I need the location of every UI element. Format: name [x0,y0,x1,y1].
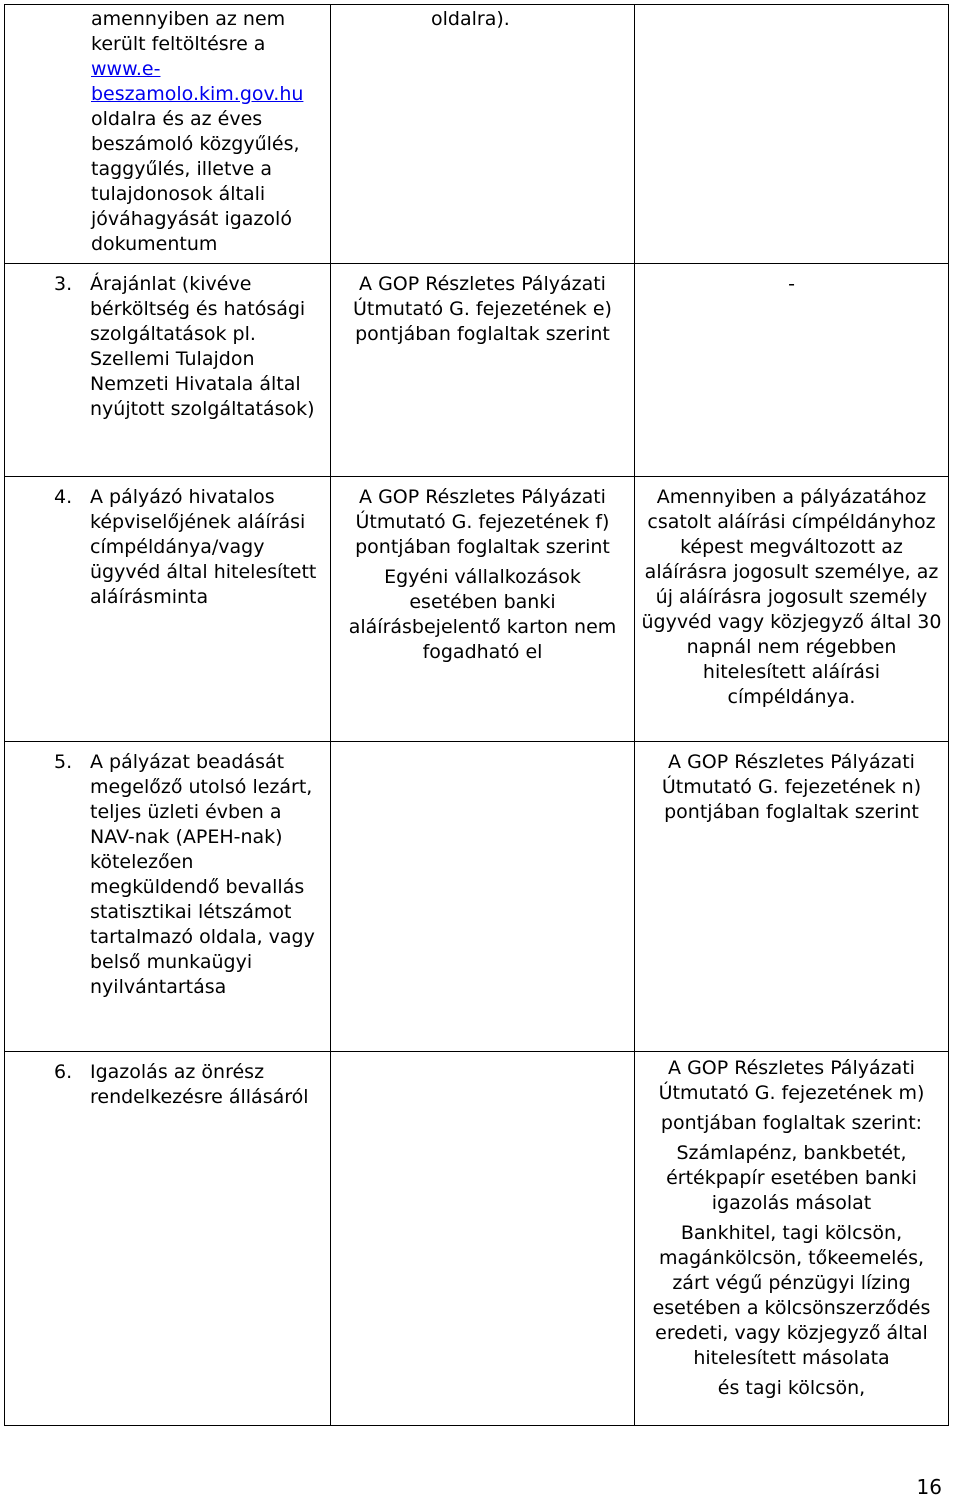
e-beszamolo-link[interactable]: www.e-beszamolo.kim.gov.hu [91,58,304,105]
guide-text: A GOP Részletes Pályázati Útmutató G. fejezetének e) pontjában foglaltak szerint [353,273,612,345]
guide-note: Egyéni vállalkozások esetében banki aláírásbejelentő karton nem fogadható el [348,566,617,663]
guide-text: A GOP Részletes Pályázati Útmutató G. fejezetének f) pontjában foglaltak szerint [355,486,610,558]
document-text: amennyiben az nem került feltöltésre a [91,8,286,55]
document-cell [5,5,331,264]
document-text: Igazolás az önrész rendelkezésre állásáról [90,1061,309,1108]
guide-cell [331,1052,635,1426]
item-number: 5. [54,751,73,773]
item-number: 6. [54,1061,73,1083]
note-cell [635,477,949,742]
document-cell [5,742,331,1052]
loan-note: Bankhitel, tagi kölcsön, magánkölcsön, tőkeemelés, zárt végű pénzügyi lízing esetében a kölcsönszerződés eredeti, vagy közjegyző által hitelesített másolata [652,1222,931,1369]
note-cell [635,264,949,477]
table-row [5,742,949,1052]
document-text: A pályázó hivatalos képviselőjének aláírási címpéldánya/vagy ügyvéd által hitelesített aláírásminta [90,486,317,608]
guide-text: oldalra). [431,8,510,30]
document-text-continued: oldalra és az éves beszámoló közgyűlés, taggyűlés, illetve a tulajdonosok általi jóváhagyását igazoló dokumentum [91,108,300,255]
document-cell [5,1052,331,1426]
guide-text [331,742,634,750]
shareholder-loan-note: és tagi kölcsön, [717,1377,866,1399]
table-row [5,264,949,477]
table-row [5,477,949,742]
item-number: 3. [54,273,73,295]
document-cell [5,264,331,477]
requirements-table [4,4,949,1426]
note-text [635,5,948,13]
note-text: Amennyiben a pályázatához csatolt aláírási címpéldányhoz képest megváltozott az aláírásra jogosult személye, az új aláírásra jogosult személy ügyvéd vagy közjegyző által 30 napnál nem régebben hitelesített aláírási címpéldánya. [641,486,942,708]
document-text: A pályázat beadását megelőző utolsó lezárt, teljes üzleti évben a NAV-nak (APEH-nak) kötelezően megküldendő bevallás statisztikai létszámot tartalmazó oldala, vagy belső munkaügyi nyilvántartása [90,751,315,998]
guide-cell [331,5,635,264]
page-number: 16 [916,1475,942,1499]
document-cell [5,477,331,742]
guide-cell [331,477,635,742]
note-cell [635,1052,949,1426]
guide-reference: A GOP Részletes Pályázati Útmutató G. fejezetének m) [658,1057,925,1104]
guide-text [331,1052,634,1060]
document-text: Árajánlat (kivéve bérköltség és hatósági szolgáltatások pl. Szellemi Tulajdon Nemzeti Hivatala által nyújtott szolgáltatások) [90,273,315,420]
item-number: 4. [54,486,73,508]
cash-deposit-note: Számlapénz, bankbetét, értékpapír esetében banki igazolás másolat [666,1142,917,1214]
note-cell [635,5,949,264]
guide-cell [331,264,635,477]
note-text: - [788,273,795,295]
table-row [5,1052,949,1426]
guide-cell [331,742,635,1052]
guide-reference-continued: pontjában foglaltak szerint: [660,1112,923,1134]
note-text: A GOP Részletes Pályázati Útmutató G. fejezetének n) pontjában foglaltak szerint [661,751,922,823]
note-cell [635,742,949,1052]
table-row [5,5,949,264]
